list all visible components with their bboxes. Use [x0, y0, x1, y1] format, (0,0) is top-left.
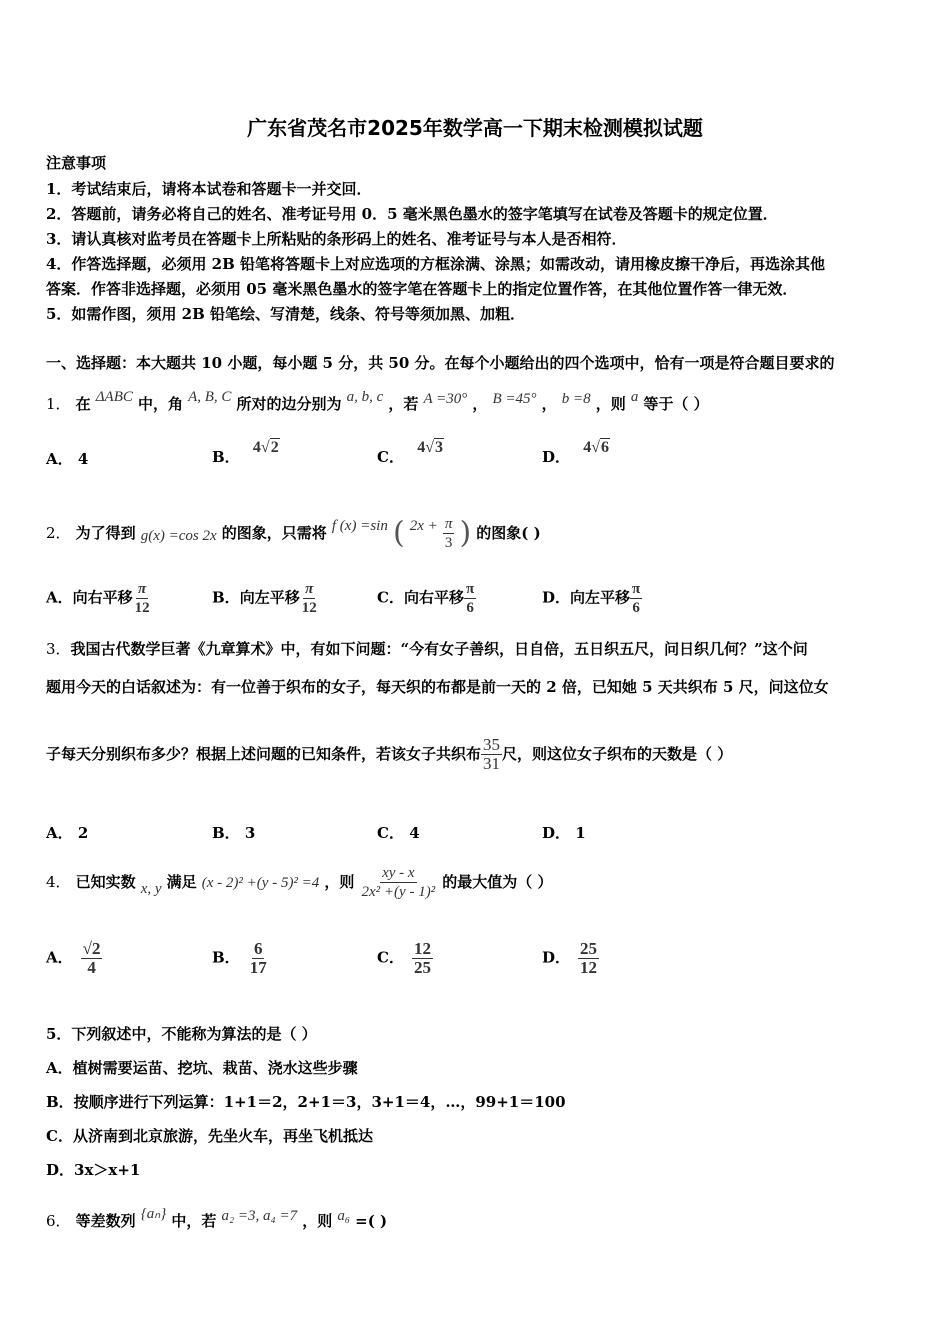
math-side-b: b =8: [561, 391, 591, 407]
math-condition: a₂ =3, a₄ =7: [221, 1208, 298, 1224]
question-3-line1: 3．我国古代数学巨著《九章算术》中，有如下问题：“今有女子善织，日自倍，五日织五尺，问日织几何？”这个问: [46, 640, 808, 658]
notice-heading: 注意事项: [46, 154, 107, 172]
page-title: 广东省茂名市2025年数学高一下期末检测模拟试题: [247, 116, 703, 140]
option-d: D． 1: [542, 824, 586, 842]
option-c: C． 4: [377, 824, 420, 842]
option-a: A．向右平移 $\frac{\pi}{12}$: [46, 581, 150, 616]
option-d: D． 4√6: [542, 439, 610, 466]
question-2-stem: 2． 为了得到 g(x) =cos 2x 的图象，只需将 f (x) =sin ( 2x + $\frac{\pi}{3}$ ) 的图象( ): [46, 515, 541, 551]
math-a6: a₆: [337, 1208, 351, 1224]
notice-item: 2．答题前，请务必将自己的姓名、准考证号用 0．5 毫米黑色墨水的签字笔填写在试卷及答题卡的规定位置．: [46, 205, 778, 223]
question-number: 6．: [46, 1212, 71, 1230]
question-number: 2．: [46, 524, 71, 542]
math-condition: (x - 2)² +(y - 5)² =4: [201, 875, 320, 891]
option-b: B． $\frac{6}{17}$: [212, 939, 267, 977]
option-a: A． $\frac{√2}{4}$: [46, 939, 101, 977]
math-triangle: ΔABC: [95, 389, 133, 405]
notice-item: 3．请认真核对监考员在答题卡上所粘贴的条形码上的姓名、准考证号与本人是否相符．: [46, 230, 627, 248]
option-a: A．植树需要运苗、挖坑、栽苗、浇水这些步骤: [46, 1059, 358, 1077]
option-c: C．从济南到北京旅游，先坐火车，再坐飞机抵达: [46, 1127, 373, 1145]
question-5-stem: 5．下列叙述中，不能称为算法的是（ ）: [46, 1025, 317, 1043]
question-number: 1．: [46, 395, 71, 413]
option-b: B．按顺序进行下列运算：1+1＝2，2+1＝3，3+1＝4，…，99+1＝100: [46, 1093, 566, 1111]
option-c: C． 4√3: [377, 439, 443, 466]
math-angle-a: A =30°: [423, 391, 468, 407]
option-b: B． 4√2: [212, 439, 279, 466]
math-side-a: a: [630, 389, 639, 405]
question-number: 4．: [46, 873, 71, 891]
math-sides: a, b, c: [346, 389, 384, 405]
option-c: C．向右平移 $\frac{\pi}{6}$: [377, 581, 475, 616]
math-angle-b: B =45°: [492, 391, 537, 407]
option-b: B．向左平移 $\frac{\pi}{12}$: [212, 581, 317, 616]
section-heading: 一、选择题：本大题共 10 小题，每小题 5 分，共 50 分。在每个小题给出的四个选项中，恰有一项是符合题目要求的: [46, 354, 835, 372]
math-g: g(x) =cos 2x: [140, 528, 217, 544]
option-c: C． $\frac{12}{25}$: [377, 939, 431, 977]
math-xy: x, y: [140, 881, 162, 897]
notice-item: 1．考试结束后，请将本试卷和答题卡一并交回．: [46, 180, 372, 198]
question-6-stem: 6． 等差数列 {aₙ} 中，若 a₂ =3, a₄ =7 ，则 a₆ =( ): [46, 1206, 388, 1230]
option-d: D．向左平移 $\frac{\pi}{6}$: [542, 581, 641, 616]
option-d: D． $\frac{25}{12}$: [542, 939, 598, 977]
math-f: f (x) =sin: [331, 518, 388, 534]
option-a: A． 2: [46, 824, 89, 842]
option-d: D．3x＞x+1: [46, 1161, 141, 1179]
notice-item: 4．作答选择题，必须用 2B 铅笔将答题卡上对应选项的方框涂满、涂黑；如需改动，请用橡皮擦干净后，再选涂其他: [46, 255, 826, 273]
question-3-line3: 子每天分别织布多少？根据上述问题的已知条件，若该女子共织布 $\frac{35}{31}$ 尺，则这位女子织布的天数是（ ）: [46, 735, 733, 773]
question-number: 3．: [46, 640, 71, 658]
math-sequence: {aₙ}: [140, 1206, 167, 1222]
notice-item: 5．如需作图，须用 2B 铅笔绘、写清楚，线条、符号等须加黑、加粗．: [46, 305, 525, 323]
question-1-stem: 1． 在 ΔABC 中，角 A, B, C 所对的边分别为 a, b, c ，若 A =30° ， B =45° ， b =8 ，则 a 等于（ ）: [46, 389, 709, 413]
math-angles: A, B, C: [188, 389, 232, 405]
option-a: A． 4: [46, 450, 89, 468]
notice-item: 答案．作答非选择题，必须用 05 毫米黑色墨水的签字笔在答题卡上的指定位置作答，在其他位置作答一律无效．: [46, 280, 798, 298]
question-4-stem: 4． 已知实数 x, y 满足 (x - 2)² +(y - 5)² =4 ，则 $\frac{xy - x}{\text{2x² +(y - 1)²}}$ 的最大值为（ ）: [46, 865, 553, 900]
option-b: B． 3: [212, 824, 256, 842]
question-3-line2: 题用今天的白话叙述为：有一位善于织布的女子，每天织的布都是前一天的 2 倍，已知她 5 天共织布 5 尺，问这位女: [46, 678, 829, 696]
